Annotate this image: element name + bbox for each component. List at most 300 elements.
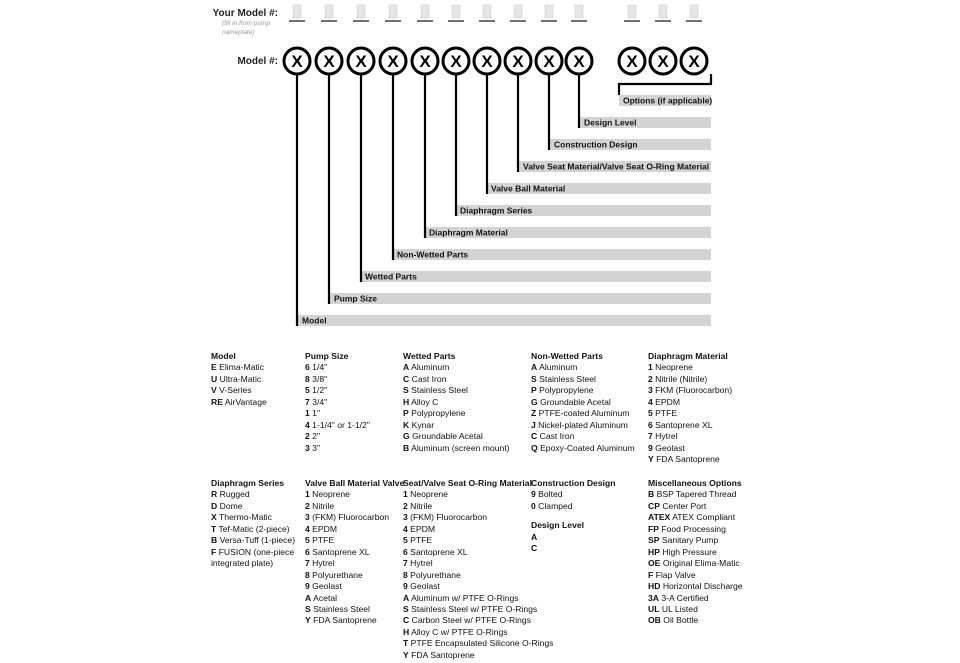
legend-item-code: 1: [648, 362, 653, 373]
legend-item-code: S: [403, 603, 409, 614]
legend-item: [211, 385, 267, 396]
legend-item: [305, 604, 404, 615]
legend-item: [403, 593, 553, 604]
legend-item-description: 2": [312, 431, 321, 442]
legend-item: [648, 489, 743, 500]
legend-item: [648, 581, 743, 592]
legend-item-description: Cast Iron: [539, 431, 575, 442]
legend-item-description: FUSION (one-piece integrated plate): [211, 546, 295, 569]
legend-item-description: Horizontal Discharge: [662, 581, 743, 592]
position-label: Diaphragm Material: [429, 227, 508, 238]
legend-item-description: Carbon Steel w/ PTFE O-Rings: [411, 615, 532, 626]
legend-item-description: FDA Santoprene: [313, 615, 377, 626]
legend-item: [648, 593, 743, 604]
position-label: Valve Seat Material/Valve Seat O-Ring Material: [523, 161, 710, 172]
legend-item-description: Hytrel: [312, 558, 335, 569]
legend-item-description: 1": [312, 408, 321, 419]
legend-item-code: 7: [305, 396, 310, 407]
legend-item: [531, 501, 616, 512]
legend-item: [305, 535, 404, 546]
legend-item: [531, 443, 635, 454]
legend-item-description: Tef-Matic (2-piece): [218, 523, 290, 534]
legend-item-code: E: [211, 362, 217, 373]
legend-item: [531, 489, 616, 500]
legend-item-code: K: [403, 419, 410, 430]
your-model-note-line-2: nameplate): [222, 29, 255, 36]
legend-item: [531, 408, 635, 419]
your-model-label: Your Model #:: [212, 8, 278, 19]
legend-item-description: Sanitary Pump: [661, 535, 719, 546]
legend-item: [305, 524, 404, 535]
code-position-glyph: X: [323, 52, 335, 71]
legend-item: [531, 532, 616, 543]
code-position-glyph: X: [291, 52, 303, 71]
legend-column: [211, 478, 299, 570]
legend-item: [305, 374, 370, 385]
legend-item-description: Aluminum: [539, 362, 578, 373]
legend-item-description: Aluminum: [411, 362, 450, 373]
legend-item-code: 9: [531, 489, 536, 500]
legend-item: [648, 524, 743, 535]
legend-item: [648, 374, 732, 385]
legend-item-code: F: [648, 569, 654, 580]
legend-item: [403, 570, 553, 581]
code-position-glyph: X: [657, 52, 669, 71]
position-label-bars: [297, 74, 712, 326]
legend-item-code: 2: [305, 431, 310, 442]
legend-item-description: (FKM) Fluorocarbon: [312, 512, 390, 523]
legend-item-code: 3: [305, 512, 310, 523]
legend-item-code: 3: [305, 442, 310, 453]
position-label: Wetted Parts: [365, 271, 417, 282]
legend-item: [403, 615, 553, 626]
legend-item: [403, 558, 553, 569]
legend-item-code: V: [211, 385, 217, 396]
position-label: Construction Design: [554, 139, 638, 150]
legend-item-code: S: [403, 385, 409, 396]
legend-column-title: Seat/Valve Seat O-Ring Material: [403, 478, 532, 488]
legend-item-code: B: [403, 442, 410, 453]
legend-item: [648, 420, 732, 431]
code-position-glyph: X: [419, 52, 431, 71]
legend-item-description: 1/4": [312, 362, 328, 373]
legend-item: [648, 408, 732, 419]
legend-item: [648, 501, 743, 512]
model-digit-slot: [293, 5, 301, 18]
legend-item-code: 2: [648, 373, 653, 384]
legend-item: [648, 385, 732, 396]
code-position-glyph: X: [573, 52, 585, 71]
legend-item: [403, 420, 510, 431]
legend-item-code: 5: [403, 535, 408, 546]
legend-item: [211, 489, 299, 500]
legend-item-description: 1/2": [312, 385, 328, 396]
legend-item-code: 7: [403, 558, 408, 569]
legend-item-code: 6: [305, 546, 310, 557]
model-number-label: Model #:: [237, 56, 278, 67]
legend-item-description: Polyurethane: [410, 569, 461, 580]
position-label: Non-Wetted Parts: [397, 249, 469, 260]
legend-item: [403, 362, 510, 373]
model-digit-slot: [628, 5, 636, 18]
legend-item: [648, 512, 743, 523]
legend-spacer: [531, 512, 616, 520]
legend-item-code: 7: [648, 431, 653, 442]
legend-item-description: FKM (Fluorocarbon): [655, 385, 733, 396]
legend-item: [305, 593, 404, 604]
legend-item: [403, 627, 553, 638]
legend-column-title: Non-Wetted Parts: [531, 351, 603, 361]
legend-item-description: PTFE-coated Aluminum: [538, 408, 630, 419]
legend-item: [403, 385, 510, 396]
legend-item-description: Geolast: [410, 581, 440, 592]
legend-item-code: SP: [648, 535, 660, 546]
model-code-positions: [284, 48, 707, 74]
legend-item-code: A: [305, 592, 312, 603]
legend-item-code: 9: [305, 581, 310, 592]
legend-item: [403, 397, 510, 408]
code-position-glyph: X: [481, 52, 493, 71]
legend-item-code: H: [403, 396, 410, 407]
legend-item-description: Hytrel: [410, 558, 433, 569]
code-position-glyph: X: [626, 52, 638, 71]
model-digit-slot: [514, 5, 522, 18]
legend-item-code: 9: [648, 442, 653, 453]
legend-item: [531, 362, 635, 373]
legend-column-title: Pump Size: [305, 351, 349, 361]
legend-item-description: 1-1/4" or 1-1/2": [312, 419, 370, 430]
legend-item-code: S: [531, 373, 537, 384]
legend-item-description: UL Listed: [661, 603, 698, 614]
legend-item-description: Geolast: [312, 581, 342, 592]
legend-item: [403, 374, 510, 385]
legend-item-description: Groundable Acetal: [540, 396, 611, 407]
legend-item-description: Acetal: [313, 592, 338, 603]
legend-item-description: Kynar: [411, 419, 435, 430]
legend-item-code: 1: [305, 408, 310, 419]
legend-item: [211, 512, 299, 523]
legend-item-description: 3": [312, 442, 321, 453]
legend-item-description: Cast Iron: [411, 373, 447, 384]
legend-item-code: UL: [648, 603, 660, 614]
legend-item-description: Nitrile (Nitrile): [655, 373, 708, 384]
legend-column-title: Design Level: [531, 520, 585, 531]
code-position-glyph: X: [512, 52, 524, 71]
legend-item-code: 7: [305, 558, 310, 569]
legend-item: [531, 374, 635, 385]
legend-item-code: 2: [305, 500, 310, 511]
legend-item-description: ATEX Compliant: [672, 512, 736, 523]
legend-column-title: Diaphragm Series: [211, 478, 285, 488]
legend-item-description: Nitrile: [410, 500, 433, 511]
legend-item-code: 1: [403, 489, 408, 500]
model-digit-slot: [575, 5, 583, 18]
legend-item-code: 4: [403, 523, 408, 534]
legend-item: [648, 431, 732, 442]
legend-item-code: 6: [403, 546, 408, 557]
legend-item: [531, 385, 635, 396]
model-fill-in-slots: [289, 5, 702, 21]
legend-item-code: 6: [648, 419, 653, 430]
code-position-glyph: X: [355, 52, 367, 71]
legend-item: [211, 547, 299, 570]
legend-item-description: Alloy C w/ PTFE O-Rings: [411, 626, 508, 637]
model-digit-slot: [421, 5, 429, 18]
legend-item: [648, 558, 743, 569]
legend-item-description: FDA Santoprene: [411, 649, 475, 660]
legend-item-description: Aluminum w/ PTFE O-Rings: [411, 592, 519, 603]
legend-item-code: 8: [305, 373, 310, 384]
legend-item-description: Polypropylene: [411, 408, 466, 419]
legend-item-description: V-Series: [219, 385, 252, 396]
code-position-glyph: X: [688, 52, 700, 71]
legend-item-code: Y: [305, 615, 311, 626]
legend-item: [305, 420, 370, 431]
legend-item-code: Y: [648, 454, 654, 465]
legend-item: [403, 443, 510, 454]
legend-item-code: 5: [305, 535, 310, 546]
legend-item: [305, 581, 404, 592]
legend-item: [648, 362, 732, 373]
model-digit-slot: [452, 5, 460, 18]
legend-item-description: Stainless Steel: [539, 373, 596, 384]
legend-item-code: 1: [305, 489, 310, 500]
legend-item-description: PTFE Encapsulated Silicone O-Rings: [410, 638, 554, 649]
legend-item-code: HP: [648, 546, 660, 557]
options-bracket-line: [619, 74, 711, 95]
legend-item-description: PTFE: [410, 535, 433, 546]
legend-item-description: Neoprene: [655, 362, 693, 373]
legend-item-code: P: [403, 408, 409, 419]
legend-item: [648, 397, 732, 408]
legend-item: [305, 558, 404, 569]
legend-item: [211, 535, 299, 546]
legend-column: [531, 478, 616, 555]
legend-item-description: EPDM: [655, 396, 681, 407]
legend-item: [403, 604, 553, 615]
position-label-bar: [297, 315, 711, 326]
position-label: Model: [302, 315, 327, 326]
code-position-glyph: X: [543, 52, 555, 71]
legend-column-title: Diaphragm Material: [648, 351, 728, 361]
legend-item-code: A: [403, 362, 410, 373]
legend-item-description: Santoprene XL: [410, 546, 468, 557]
legend-column-title: Valve Ball Material Valve: [305, 478, 405, 488]
legend-item-description: Santoprene XL: [655, 419, 713, 430]
legend-item: [648, 443, 732, 454]
legend-item-code: G: [403, 431, 410, 442]
legend-item-description: Versa-Tuff (1-piece): [219, 535, 296, 546]
legend-item: [305, 501, 404, 512]
legend-item: [305, 443, 370, 454]
legend-item-code: 2: [403, 500, 408, 511]
legend-column-title: Construction Design: [531, 478, 616, 488]
legend-item: [648, 604, 743, 615]
legend-item-code: 3: [648, 385, 653, 396]
legend-item-code: D: [211, 500, 218, 511]
legend-item-description: Geolast: [655, 442, 685, 453]
model-digit-slot: [545, 5, 553, 18]
legend-item: [648, 535, 743, 546]
legend-item-description: (FKM) Fluorocarbon: [410, 512, 488, 523]
legend-item-code: A: [531, 362, 538, 373]
legend-item-description: Polypropylene: [539, 385, 594, 396]
legend-item-code: 3: [403, 512, 408, 523]
legend-item-code: P: [531, 385, 537, 396]
model-digit-slot: [389, 5, 397, 18]
legend-item-description: Groundable Acetal: [412, 431, 483, 442]
legend-item-code: 5: [648, 408, 653, 419]
position-label: Valve Ball Material: [491, 183, 566, 194]
legend-item: [403, 638, 553, 649]
legend-item-description: Oil Bottle: [663, 615, 699, 626]
legend-item-description: Stainless Steel w/ PTFE O-Rings: [411, 603, 538, 614]
legend-item-description: Stainless Steel: [313, 603, 370, 614]
legend-item: [531, 420, 635, 431]
legend-item-description: AirVantage: [224, 396, 267, 407]
legend-item: [211, 374, 267, 385]
legend-item: [648, 454, 732, 465]
legend-item: [531, 431, 635, 442]
legend-item-code: Y: [403, 649, 409, 660]
position-label-bar: [329, 293, 711, 304]
legend-item-code: C: [403, 373, 410, 384]
legend-item-code: U: [211, 373, 218, 384]
legend-item-code: C: [531, 543, 538, 554]
legend-item-code: 6: [305, 362, 310, 373]
legend-item-description: Dome: [219, 500, 243, 511]
legend-item-code: H: [403, 626, 410, 637]
legend-item-description: Aluminum (screen mount): [411, 442, 510, 453]
legend-item-code: A: [531, 531, 538, 542]
legend-item-code: 0: [531, 500, 536, 511]
legend-item: [305, 547, 404, 558]
legend-column-title: Model: [211, 351, 236, 361]
legend-item-description: EPDM: [410, 523, 436, 534]
legend-item-code: 5: [305, 385, 310, 396]
legend-item: [211, 501, 299, 512]
your-model-note-line-1: (fill in from pump: [222, 20, 271, 27]
legend-item-description: High Pressure: [662, 546, 717, 557]
legend-item: [211, 524, 299, 535]
legend-item-code: OE: [648, 558, 661, 569]
model-digit-slot: [483, 5, 491, 18]
legend-item-code: ATEX: [648, 512, 671, 523]
legend-item-description: 3/8": [312, 373, 328, 384]
legend-item-description: Thermo-Matic: [218, 512, 272, 523]
model-digit-slot: [325, 5, 333, 18]
legend-item-description: Rugged: [219, 489, 250, 500]
code-position-glyph: X: [387, 52, 399, 71]
legend-item-code: Q: [531, 442, 538, 453]
legend-item-description: PTFE: [655, 408, 678, 419]
legend-item-code: 4: [648, 396, 653, 407]
legend-item: [305, 512, 404, 523]
legend-item-description: Food Processing: [661, 523, 726, 534]
legend-item-code: 9: [403, 581, 408, 592]
legend-item: [403, 408, 510, 419]
legend-item-description: Santoprene XL: [312, 546, 370, 557]
legend-item-description: Polyurethane: [312, 569, 363, 580]
legend-item: [305, 397, 370, 408]
legend-column: [531, 351, 635, 454]
legend-column: [403, 351, 510, 454]
legend-item-description: Neoprene: [410, 489, 448, 500]
legend-item-description: FDA Santoprene: [656, 454, 720, 465]
legend-item-code: C: [531, 431, 538, 442]
legend-item: [305, 431, 370, 442]
legend-item-description: Elima-Matic: [219, 362, 265, 373]
model-digit-slot: [690, 5, 698, 18]
legend-item-code: G: [531, 396, 538, 407]
legend-item-code: T: [211, 523, 217, 534]
legend-item-code: X: [211, 512, 217, 523]
legend-item: [531, 543, 616, 554]
legend-item-code: S: [305, 603, 311, 614]
legend-item: [305, 615, 404, 626]
legend-item-code: B: [211, 535, 218, 546]
legend-item: [403, 650, 553, 661]
legend-item: [305, 570, 404, 581]
legend-item: [305, 408, 370, 419]
position-label: Pump Size: [334, 293, 377, 304]
legend-item-description: 3-A Certified: [661, 592, 709, 603]
legend-item: [648, 615, 743, 626]
legend-item-description: EPDM: [312, 523, 338, 534]
legend-column: [305, 351, 370, 454]
model-digit-slot: [659, 5, 667, 18]
legend-item-description: Hytrel: [655, 431, 678, 442]
legend-item: [531, 397, 635, 408]
position-label: Diaphragm Series: [460, 205, 533, 216]
legend-item-code: F: [211, 546, 217, 557]
legend-item-code: A: [403, 592, 410, 603]
legend-column: [305, 478, 404, 627]
legend-item-description: Nickel-plated Aluminum: [538, 419, 628, 430]
legend-column-title: Miscellaneous Options: [648, 478, 742, 488]
legend-column-title: Wetted Parts: [403, 351, 456, 361]
model-digit-slot: [357, 5, 365, 18]
legend-item: [305, 362, 370, 373]
legend-item: [403, 431, 510, 442]
legend-column: [211, 351, 267, 408]
legend-item-code: FP: [648, 523, 659, 534]
legend-item-description: Alloy C: [411, 396, 439, 407]
legend-item-description: Neoprene: [312, 489, 350, 500]
position-label: Design Level: [584, 117, 637, 128]
legend-item-code: CP: [648, 500, 660, 511]
legend-item: [648, 570, 743, 581]
legend-item-description: BSP Tapered Thread: [656, 489, 737, 500]
legend-item-code: 8: [403, 569, 408, 580]
legend-item-description: Ultra-Matic: [219, 373, 262, 384]
legend-item: [211, 397, 267, 408]
legend-item-description: Original Elima-Matic: [662, 558, 740, 569]
legend-item-description: Nitrile: [312, 500, 335, 511]
legend-item-description: PTFE: [312, 535, 335, 546]
legend-item-description: Epoxy-Coated Aluminum: [540, 442, 635, 453]
position-label: Options (if applicable): [623, 95, 713, 106]
legend-item-code: 4: [305, 523, 310, 534]
legend-item-code: T: [403, 638, 409, 649]
legend-item-code: OB: [648, 615, 661, 626]
legend-item-code: RE: [211, 396, 223, 407]
legend-item-code: 3A: [648, 592, 659, 603]
legend-item: [211, 362, 267, 373]
legend-item-description: Center Port: [662, 500, 707, 511]
legend-item-code: HD: [648, 581, 661, 592]
legend-item-code: 4: [305, 419, 310, 430]
